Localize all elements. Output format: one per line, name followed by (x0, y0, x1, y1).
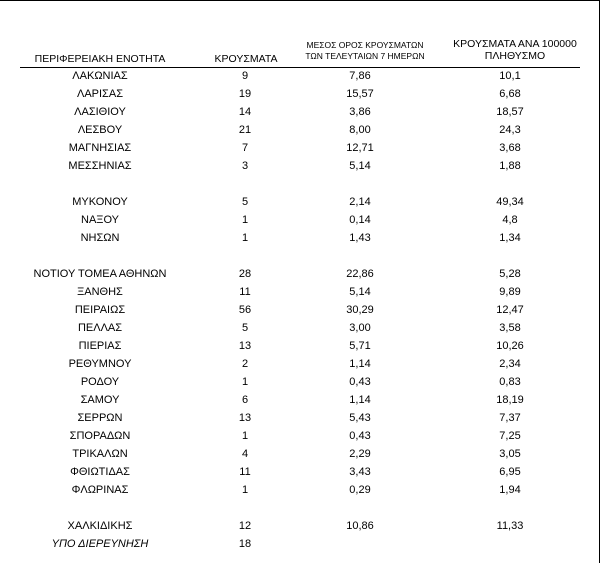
row-per-100000: 12,47 (496, 304, 524, 316)
row-average: 5,71 (349, 340, 371, 352)
row-region: ΜΥΚΟΝΟΥ (72, 196, 128, 208)
row-cases: 21 (238, 124, 252, 136)
row-region: ΥΠΟ ΔΙΕΡΕΥΝΗΣΗ (51, 538, 149, 550)
row-average: 15,57 (346, 88, 374, 100)
row-per-100000: 24,3 (499, 124, 521, 136)
row-per-100000: 3,68 (499, 142, 521, 154)
table-row (0, 518, 600, 534)
row-per-100000: 18,57 (496, 106, 524, 118)
row-cases: 56 (238, 304, 252, 316)
row-cases: 1 (241, 484, 249, 496)
table-row (0, 464, 600, 480)
header-region: ΠΕΡΙΦΕΡΕΙΑΚΗ ΕΝΟΤΗΤΑ (34, 53, 166, 65)
row-average: 0,29 (349, 484, 371, 496)
row-average: 3,86 (349, 106, 371, 118)
row-per-100000: 1,34 (499, 232, 521, 244)
row-region: ΝΗΣΩΝ (80, 232, 120, 244)
row-average: 1,14 (349, 394, 371, 406)
row-average: 22,86 (346, 268, 374, 280)
row-cases: 4 (241, 448, 249, 460)
row-region: ΠΕΙΡΑΙΩΣ (74, 304, 126, 316)
table-row (0, 230, 600, 246)
header-per-line-1: ΚΡΟΥΣΜΑΤΑ ΑΝΑ 100000 (453, 38, 577, 50)
row-cases: 1 (241, 232, 249, 244)
table-row (0, 392, 600, 408)
row-cases: 18 (238, 538, 252, 550)
row-region: ΣΑΜΟΥ (80, 394, 120, 406)
row-per-100000: 11,33 (496, 520, 524, 532)
table-row (0, 140, 600, 156)
table-row (0, 122, 600, 138)
table-row (0, 428, 600, 444)
row-cases: 7 (241, 142, 249, 154)
table-row (0, 356, 600, 372)
row-per-100000: 2,34 (499, 358, 521, 370)
table-body (0, 1, 600, 564)
table-row (0, 158, 600, 174)
row-cases: 13 (238, 412, 252, 424)
table-row (0, 194, 600, 210)
row-per-100000: 10,26 (496, 340, 524, 352)
header-cases: ΚΡΟΥΣΜΑΤΑ (214, 53, 278, 65)
row-region: ΧΑΛΚΙΔΙΚΗΣ (67, 520, 133, 532)
row-cases: 2 (241, 358, 249, 370)
row-average: 0,43 (349, 376, 371, 388)
row-region: ΠΕΛΛΑΣ (77, 322, 123, 334)
row-average: 1,43 (349, 232, 371, 244)
row-average: 7,86 (349, 70, 371, 82)
row-per-100000: 6,68 (499, 88, 521, 100)
row-region: ΛΕΣΒΟΥ (77, 124, 123, 136)
row-region: ΦΛΩΡΙΝΑΣ (71, 484, 129, 496)
row-region: ΡΕΘΥΜΝΟΥ (68, 358, 132, 370)
table-row (0, 374, 600, 390)
row-average: 5,43 (349, 412, 371, 424)
table-row (0, 536, 600, 552)
row-average: 0,14 (349, 214, 371, 226)
table-row (0, 212, 600, 228)
row-average: 1,14 (349, 358, 371, 370)
row-cases: 5 (241, 196, 249, 208)
table-row (0, 86, 600, 102)
row-region: ΛΑΣΙΘΙΟΥ (74, 106, 126, 118)
row-average: 10,86 (346, 520, 374, 532)
row-per-100000: 7,25 (499, 430, 521, 442)
row-average: 3,00 (349, 322, 371, 334)
table-row (0, 482, 600, 498)
row-per-100000: 3,58 (499, 322, 521, 334)
row-average: 0,43 (349, 430, 371, 442)
row-per-100000: 5,28 (499, 268, 521, 280)
row-cases: 9 (241, 70, 249, 82)
row-region: ΜΑΓΝΗΣΙΑΣ (68, 142, 132, 154)
table-row (0, 338, 600, 354)
row-cases: 14 (238, 106, 252, 118)
row-per-100000: 4,8 (502, 214, 518, 226)
row-region: ΜΕΣΣΗΝΙΑΣ (68, 160, 132, 172)
row-region: ΝΑΞΟΥ (81, 214, 119, 226)
row-region: ΦΘΙΩΤΙΔΑΣ (70, 466, 130, 478)
row-per-100000: 10,1 (499, 70, 521, 82)
row-region: ΠΙΕΡΙΑΣ (78, 340, 122, 352)
row-cases: 11 (239, 286, 251, 298)
table-row (0, 320, 600, 336)
row-per-100000: 3,05 (499, 448, 521, 460)
row-average: 12,71 (346, 142, 374, 154)
header-per-line-2: ΠΛΗΘΥΣΜΟ (484, 50, 546, 62)
row-per-100000: 18,19 (496, 394, 524, 406)
header-average-line-2: ΤΩΝ ΤΕΛΕΥΤΑΙΩΝ 7 ΗΜΕΡΩΝ (305, 51, 425, 61)
row-average: 5,14 (349, 286, 371, 298)
row-cases: 13 (238, 340, 252, 352)
row-per-100000: 7,37 (499, 412, 521, 424)
table-row (0, 266, 600, 282)
row-region: ΣΠΟΡΑΔΩΝ (69, 430, 131, 442)
row-cases: 11 (239, 466, 251, 478)
row-average: 2,29 (349, 448, 371, 460)
row-region: ΞΑΝΘΗΣ (77, 286, 123, 298)
row-region: ΡΟΔΟΥ (80, 376, 120, 388)
row-per-100000: 9,89 (499, 286, 521, 298)
table-row (0, 446, 600, 462)
row-cases: 5 (241, 322, 249, 334)
row-cases: 3 (241, 160, 249, 172)
row-cases: 28 (238, 268, 252, 280)
table-row (0, 284, 600, 300)
row-per-100000: 49,34 (496, 196, 524, 208)
row-average: 3,43 (349, 466, 371, 478)
row-region: ΝΟΤΙΟΥ ΤΟΜΕΑ ΑΘΗΝΩΝ (33, 268, 167, 280)
table-row (0, 104, 600, 120)
row-region: ΤΡΙΚΑΛΩΝ (72, 448, 128, 460)
row-per-100000: 6,95 (499, 466, 521, 478)
row-cases: 1 (241, 214, 249, 226)
row-region: ΛΑΚΩΝΙΑΣ (72, 70, 128, 82)
table-row (0, 68, 600, 84)
row-average: 2,14 (349, 196, 371, 208)
table-row (0, 302, 600, 318)
row-per-100000: 1,94 (499, 484, 521, 496)
row-average: 30,29 (346, 304, 374, 316)
row-per-100000: 0,83 (499, 376, 521, 388)
row-cases: 12 (238, 520, 252, 532)
row-cases: 1 (241, 430, 249, 442)
row-region: ΣΕΡΡΩΝ (77, 412, 123, 424)
table-row (0, 410, 600, 426)
row-region: ΛΑΡΙΣΑΣ (76, 88, 123, 100)
header-average-line-1: ΜΕΣΟΣ ΟΡΟΣ ΚΡΟΥΣΜΑΤΩΝ (306, 40, 424, 50)
row-average: 8,00 (349, 124, 371, 136)
row-cases: 6 (241, 394, 249, 406)
row-average: 5,14 (349, 160, 371, 172)
row-cases: 19 (238, 88, 252, 100)
row-per-100000: 1,88 (499, 160, 521, 172)
row-cases: 1 (241, 376, 249, 388)
